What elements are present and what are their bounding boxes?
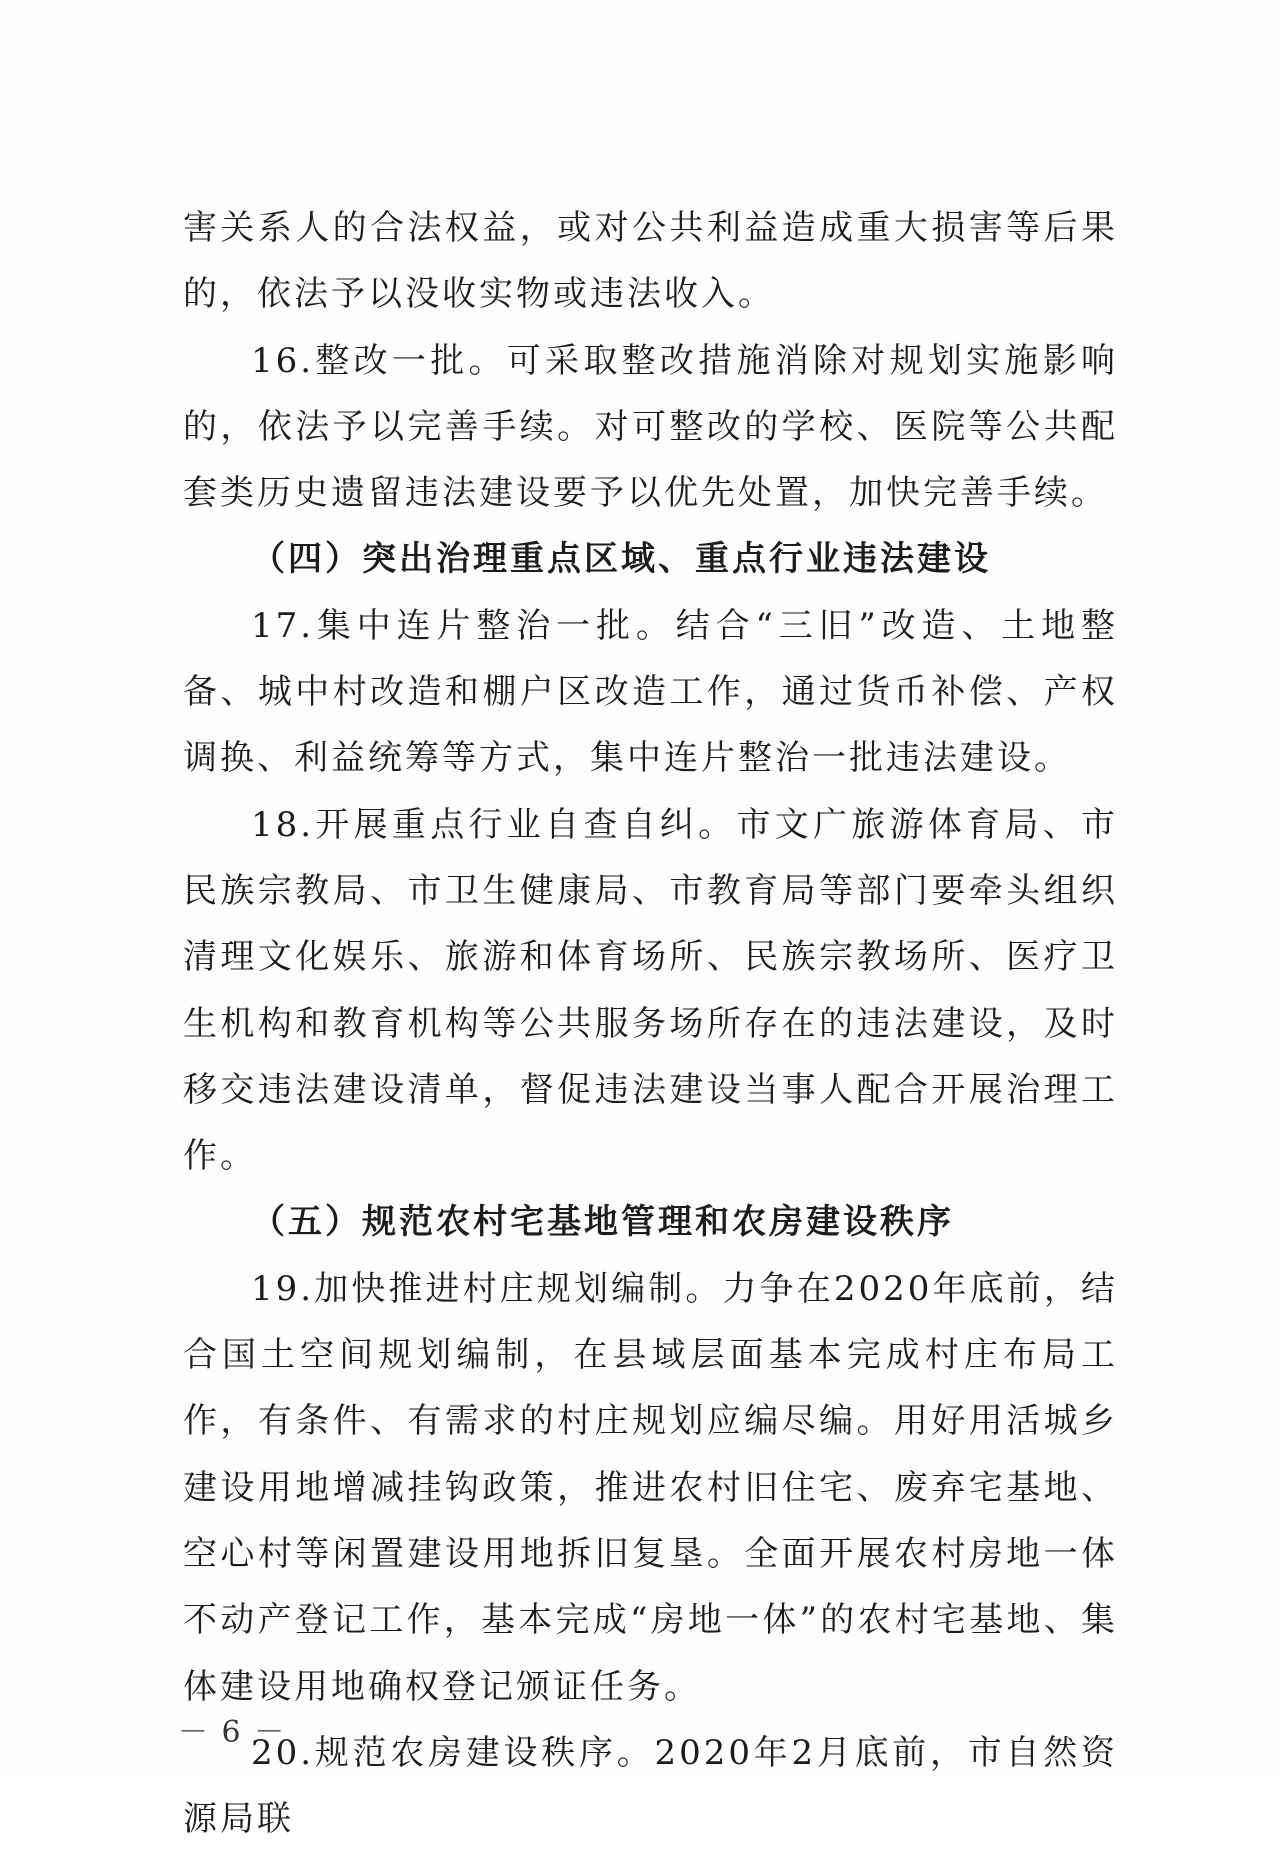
page-number: － 6 － bbox=[178, 1715, 287, 1750]
paragraph-item-16: 16.整改一批。可采取整改措施消除对规划实施影响的，依法予以完善手续。对可整改的学校、医院等公共配套类历史遗留违法建设要予以优先处置，加快完善手续。 bbox=[183, 340, 1118, 514]
paragraph-continuation: 害关系人的合法权益，或对公共利益造成重大损害等后果的，依法予以没收实物或违法收入。 bbox=[183, 208, 1118, 315]
section-heading-4: （四）突出治理重点区域、重点行业违法建设 bbox=[251, 539, 991, 580]
paragraph-item-18: 18.开展重点行业自查自纠。市文广旅游体育局、市民族宗教局、市卫生健康局、市教育局等部门要牵头组织清理文化娱乐、旅游和体育场所、民族宗教场所、医疗卫生机构和教育机构等公共服务场所存在的违法建设，及时移交违法建设清单，督促违法建设当事人配合开展治理工作。 bbox=[183, 804, 1118, 1177]
document-body bbox=[183, 195, 1118, 1852]
paragraph-item-20: 20.规范农房建设秩序。2020年2月底前，市自然资源局联 bbox=[183, 1732, 1118, 1840]
section-heading-5: （五）规范农村宅基地管理和农房建设秩序 bbox=[251, 1202, 954, 1243]
paragraph-item-17: 17.集中连片整治一批。结合“三旧”改造、土地整备、城中村改造和棚户区改造工作，通过货币补偿、产权调换、利益统筹等方式，集中连片整治一批违法建设。 bbox=[183, 605, 1118, 779]
paragraph-item-19: 19.加快推进村庄规划编制。力争在2020年底前，结合国土空间规划编制，在县域层面基本完成村庄布局工作，有条件、有需求的村庄规划应编尽编。用好用活城乡建设用地增减挂钩政策，推进农村旧住宅、废弃宅基地、空心村等闲置建设用地拆旧复垦。全面开展农村房地一体不动产登记工作，基本完成“房地一体”的农村宅基地、集体建设用地确权登记颁证任务。 bbox=[183, 1268, 1118, 1707]
